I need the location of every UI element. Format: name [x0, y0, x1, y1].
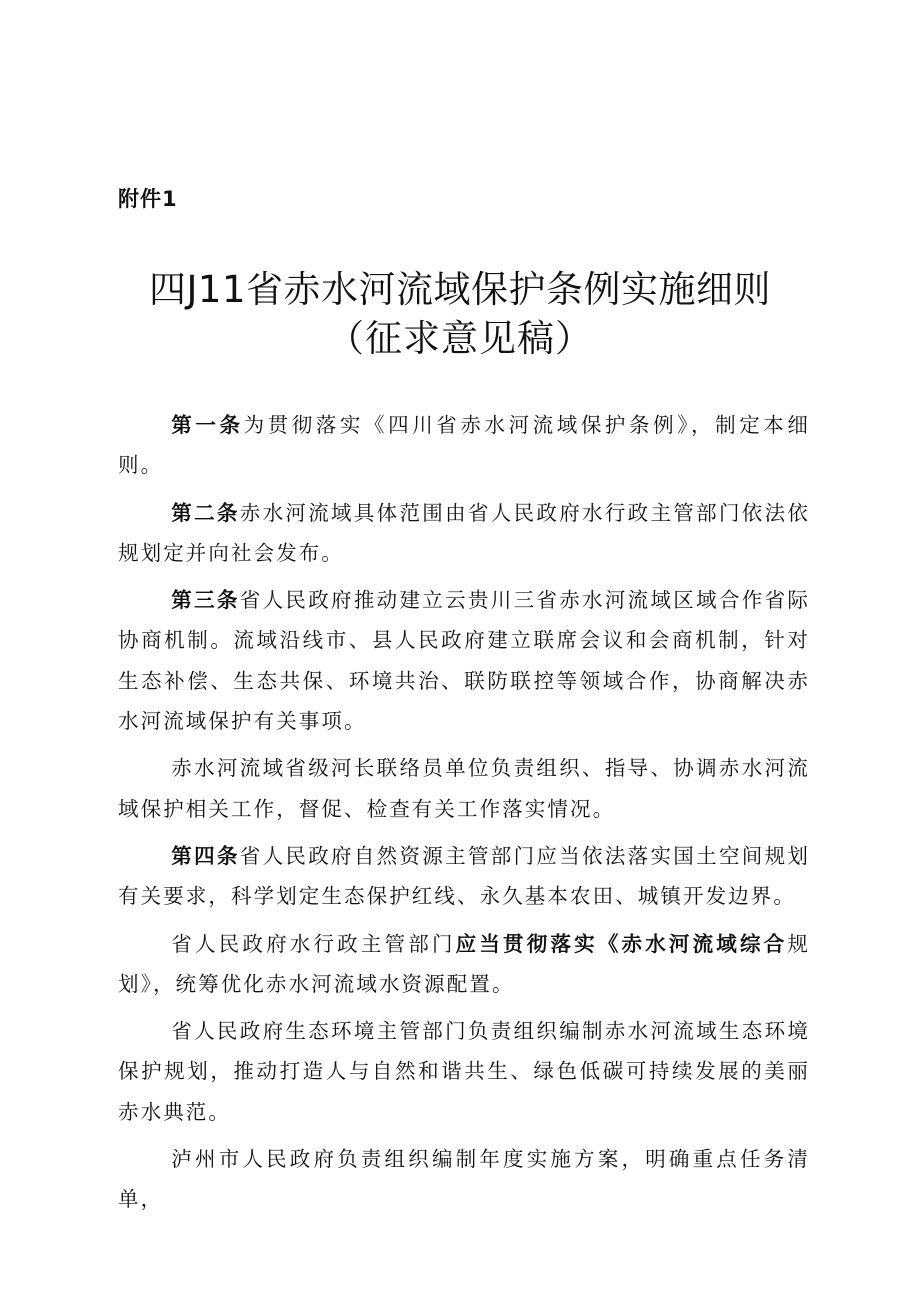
body-paragraph [118, 924, 810, 1005]
paragraph-text: 泸州市人民政府负责组织编制年度实施方案，明确重点任务清单， [118, 1147, 810, 1212]
article-4-paragraph [118, 836, 810, 917]
article-text: 省人民政府推动建立云贵川三省赤水河流域区域合作省际协商机制。流域沿线市、县人民政府建立联席会议和会商机制，针对生态补偿、生态共保、环境共治、联防联控等领域合作，协商解决赤水河流域保护有关事项。 [118, 588, 810, 734]
emphasized-text: 应当贯彻落实《赤水河流域综合 [455, 931, 788, 956]
article-label: 第一条 [171, 413, 244, 437]
article-text: 省人民政府自然资源主管部门应当依法落实国土空间规划有关要求，科学划定生态保护红线、永久基本农田、城镇开发边界。 [118, 843, 810, 909]
article-label: 第四条 [171, 843, 240, 868]
body-paragraph [118, 1139, 810, 1220]
paragraph-text: 省人民政府生态环境主管部门负责组织编制赤水河流域生态环境保护规划，推动打造人与自然和谐共生、绿色低碳可持续发展的美丽赤水典范。 [118, 1019, 810, 1124]
article-label: 第三条 [171, 588, 240, 613]
paragraph-text: 省人民政府水行政主管部门 [171, 931, 456, 956]
document-subtitle: （征求意见稿） [327, 317, 593, 360]
article-2-paragraph [118, 493, 810, 574]
article-label: 第二条 [171, 500, 240, 525]
document-body [118, 405, 810, 1227]
article-1-paragraph [118, 405, 810, 486]
article-3-paragraph [118, 580, 810, 741]
document-title: 四J11省赤水河流域保护条例实施细则 [149, 268, 771, 311]
body-paragraph [118, 1011, 810, 1132]
attachment-label: 附件1 [118, 187, 178, 211]
paragraph-text: 赤水河流域省级河长联络员单位负责组织、指导、协调赤水河流域保护相关工作，督促、检查有关工作落实情况。 [118, 756, 810, 821]
paragraph-text: 规划》，统筹优化赤水河流域水资源配置。 [118, 931, 811, 996]
body-paragraph [118, 748, 810, 829]
article-text: 为贯彻落实《四川省赤水河流域保护条例》，制定本细则。 [118, 413, 810, 478]
article-text: 赤水河流域具体范围由省人民政府水行政主管部门依法依规划定并向社会发布。 [118, 500, 810, 565]
